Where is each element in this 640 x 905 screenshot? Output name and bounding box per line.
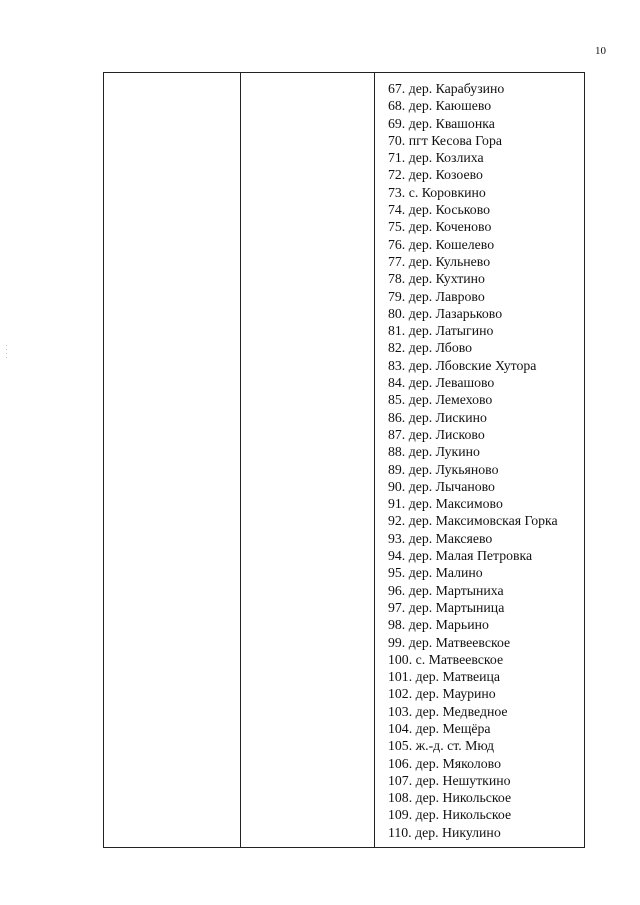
settlement-item: 98. дер. Марьино [388, 617, 489, 633]
settlement-item: 68. дер. Каюшево [388, 98, 492, 114]
settlement-item: 87. дер. Лисково [388, 426, 485, 442]
settlements-table [103, 72, 585, 848]
scan-margin-mark [6, 345, 7, 359]
settlement-item: 109. дер. Никольское [388, 807, 512, 823]
settlement-item: 80. дер. Лазарьково [388, 305, 503, 321]
settlements-column [374, 73, 584, 847]
settlement-item: 97. дер. Мартыница [388, 599, 505, 615]
settlement-item: 90. дер. Лычаново [388, 478, 495, 494]
settlement-item: 85. дер. Лемехово [388, 392, 493, 408]
settlement-item: 76. дер. Кошелево [388, 236, 495, 252]
settlement-item: 88. дер. Лукино [388, 444, 480, 460]
settlement-item: 67. дер. Карабузино [388, 81, 505, 96]
settlement-item: 104. дер. Мещёра [388, 720, 491, 736]
settlement-item: 107. дер. Нешуткино [388, 772, 511, 788]
settlement-item: 79. дер. Лаврово [388, 288, 485, 304]
settlement-item: 83. дер. Лбовские Хутора [388, 357, 537, 373]
settlement-item: 78. дер. Кухтино [388, 271, 485, 287]
table-column-2 [240, 73, 374, 847]
settlements-list [388, 80, 584, 841]
settlement-item: 100. с. Матвеевское [388, 651, 504, 667]
settlement-item: 89. дер. Лукьяново [388, 461, 499, 477]
settlement-item: 86. дер. Лискино [388, 409, 487, 425]
settlement-item: 103. дер. Медведное [388, 703, 508, 719]
settlement-item: 110. дер. Никулино [388, 824, 501, 840]
page-number: 10 [595, 45, 606, 57]
settlement-item: 102. дер. Маурино [388, 686, 496, 702]
settlement-item: 101. дер. Матвеица [388, 669, 501, 685]
settlement-item: 96. дер. Мартыниха [388, 582, 504, 598]
settlement-item: 105. ж.-д. ст. Мюд [388, 738, 494, 754]
settlement-item: 72. дер. Козоево [388, 167, 483, 183]
settlement-item: 93. дер. Максяево [388, 530, 493, 546]
settlement-item: 82. дер. Лбово [388, 340, 473, 356]
settlement-item: 70. пгт Кесова Гора [388, 132, 502, 148]
settlement-item: 92. дер. Максимовская Горка [388, 513, 558, 529]
settlement-item: 81. дер. Латыгино [388, 323, 494, 339]
settlement-item: 75. дер. Коченово [388, 219, 492, 235]
settlement-item: 73. с. Коровкино [388, 184, 486, 200]
settlement-item: 106. дер. Мяколово [388, 755, 501, 771]
settlement-item: 95. дер. Малино [388, 565, 483, 581]
table-column-1 [104, 73, 240, 847]
settlement-item: 69. дер. Квашонка [388, 115, 495, 131]
settlement-item: 99. дер. Матвеевское [388, 634, 511, 650]
settlement-item: 94. дер. Малая Петровка [388, 548, 533, 564]
settlement-item: 84. дер. Левашово [388, 375, 495, 391]
settlement-item: 77. дер. Кульнево [388, 253, 491, 269]
settlement-item: 91. дер. Максимово [388, 496, 503, 512]
settlement-item: 108. дер. Никольское [388, 790, 512, 806]
settlement-item: 74. дер. Коськово [388, 202, 491, 218]
settlement-item: 71. дер. Козлиха [388, 150, 484, 166]
